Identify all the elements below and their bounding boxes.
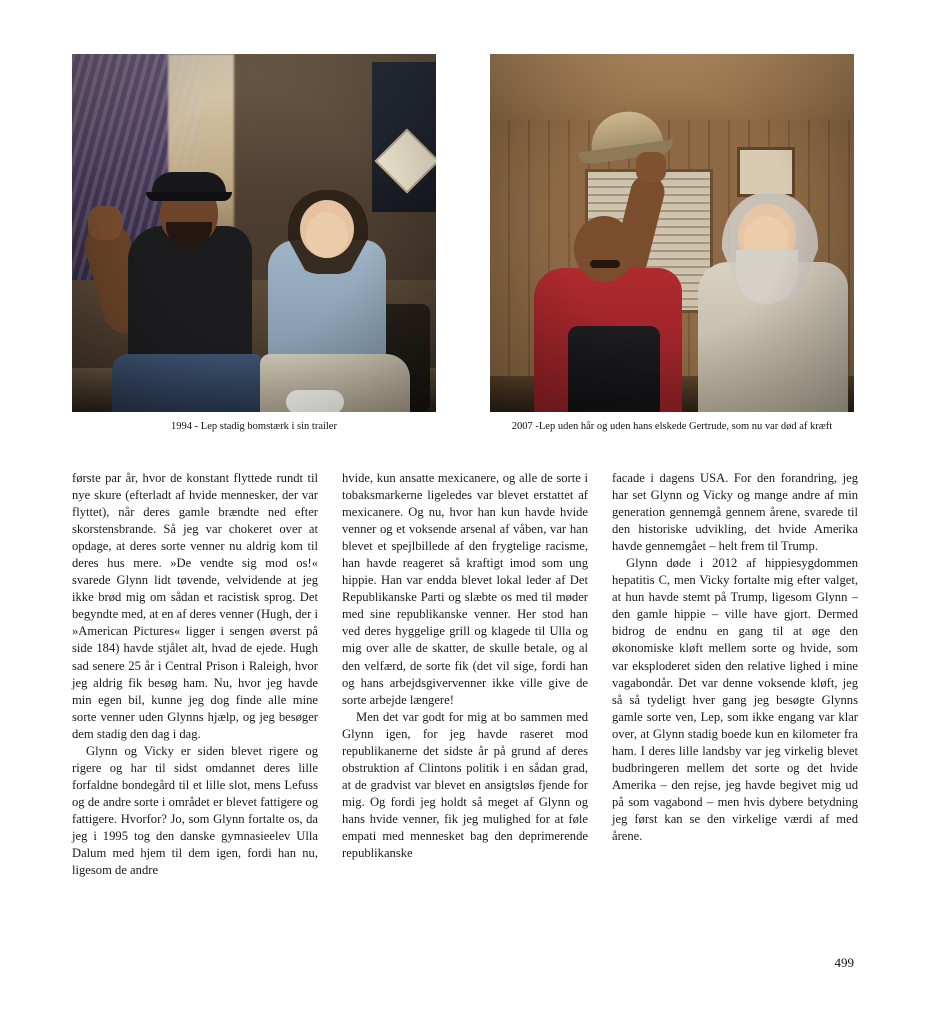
photo-1994-lep-trailer — [72, 54, 436, 412]
body-text — [72, 470, 858, 879]
photo-vignette-right — [490, 54, 854, 412]
page-number: 499 — [834, 955, 854, 970]
photo-vignette-left — [72, 54, 436, 412]
text-column-3 — [612, 470, 858, 879]
photo-caption-right: 2007 -Lep uden hår og uden hans elskede Gertrude, som nu var død af kræft — [511, 421, 833, 432]
photo-caption-left: 1994 - Lep stadig bomstærk i sin trailer — [171, 421, 337, 432]
paragraph: Glynn døde i 2012 af hippiesygdommen hepatitis C, men Vicky fortalte mig efter valget, at hun havde stemt på Trump, ligesom Glynn – den gamle hippie – ville have gjort. Dermed bidrog de endnu en gang til at øge den økonomiske kløft mellem sorte og hvide, som var eksploderet siden den relative lighed i mine vagabondår. Det var denne voksende kløft, jeg så så tydeligt hver gang jeg besøgte Glynns gamle sorte ven, Lep, som ikke engang var klar over, at Glynn stadig boede kun en kilometer fra ham. I deres lille landsby var jeg virkelig blevet budbringeren mellem det sorte og det hvide Amerika – den rejse, jeg havde begivet mig ud på som vagabond – men hvis dybere betydning jeg først kan se den virkelige værdi af med årene. — [612, 556, 858, 843]
photo-2007-lep-gertrude — [490, 54, 854, 412]
paragraph: hvide, kun ansatte mexicanere, og alle de sorte i tobaksmarkerne ligeledes var blevet erstattet af mexicanere. Og nu, hvor han kun havde hvide venner og et voksende arsenal af våben, var han blevet et spejlbillede af den frygtelige racisme, han havde reageret så kraftigt imod som ung hippie. Han var endda blevet lokal leder af Det Republikanske Parti og slæbte os med til møder med sine republikanske venner. Her stod han ved deres hyggelige grill og klagede til Ulla og mig over alle de skatter, de skulle betale, og al den velfærd, de sorte fik (det vil sige, fordi han og hans arbejdsgivervenner ikke ville give de sorte arbejde længere! — [342, 471, 588, 707]
text-column-1 — [72, 470, 318, 879]
photo-block-left — [72, 54, 436, 434]
photo-row — [72, 54, 854, 434]
text-column-2 — [342, 470, 588, 879]
paragraph: Men det var godt for mig at bo sammen med Glynn igen, for jeg havde raseret mod republikanerne det sidste år på grund af deres obstruktion af Clintons politik i en sådan grad, at de gradvist var blevet en ansigtsløs fjende for mig. Og fordi jeg holdt så meget af Glynn og hans hvide venner, fik jeg mulighed for at føle empati med mennesket bag den deprimerende republikanske — [342, 709, 588, 861]
paragraph: Glynn og Vicky er siden blevet rigere og rigere og har til sidst omdannet deres lille forfaldne bondegård til et lille slot, mens Lefuss og de andre sorte i området er blevet fattigere og fattigere. Hvorfor? Jo, som Glynn fortalte os, da jeg i 1995 tog den danske gymnasieelev Ulla Dalum med hjem til dem igen, fordi han nu, ligesom de andre — [72, 743, 318, 878]
paragraph: første par år, hvor de konstant flyttede rundt til nye skure (efterladt af hvide mennesker, der var flyttet), når deres gamle brændte ned efter skorstensbrande. Så jeg var chokeret over at opdage, at deres sorte venner nu aldrig kom til deres hus mere. »De vendte sig mod os!« svarede Glynn lidt tøvende, velvidende at jeg ikke brød mig om sådan et racistisk sprog. Det begyndte med, at en af deres venner (Hugh, der i »American Pictures« ligger i sengen øverst på side 184) havde stjålet alt, hvad de ejede. Hugh sad senere 25 år i Central Prison i Raleigh, hvor jeg aldrig fik besøg ham. Nu, hvor jeg havde min egen bil, kunne jeg dog finde alle mine sorte venner uden Glynns hjælp, og jeg besøger dem stadig den dag i dag. — [72, 471, 318, 741]
paragraph: facade i dagens USA. For den forandring, jeg har set Glynn og Vicky og mange andre af min generation gennemgå gennem årene, svarede til den historiske udvikling, det hvide Amerika havde gennemgået – helt frem til Trump. — [612, 471, 858, 554]
photo-block-right — [490, 54, 854, 434]
